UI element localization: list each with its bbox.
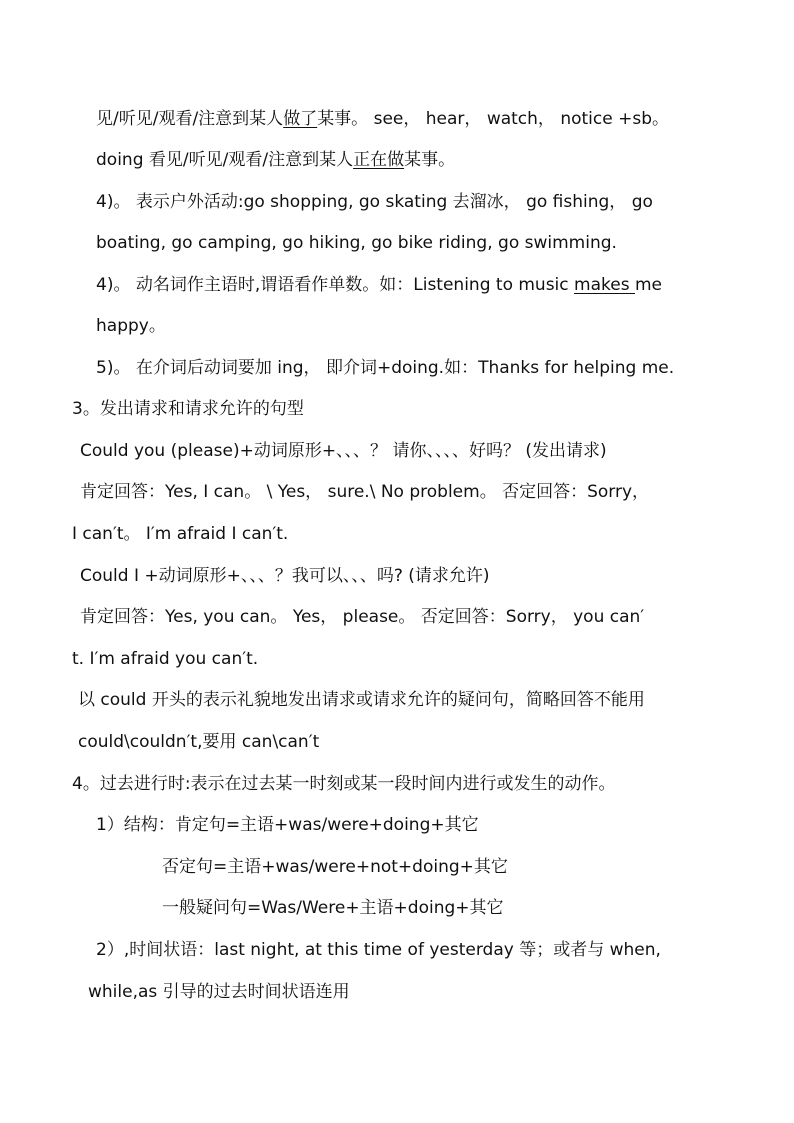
text-line-3: 4)。 表示户外活动:go shopping, go skating 去溜冰， go fishing， go bbox=[96, 192, 653, 212]
text-line-7: 5)。 在介词后动词要加 ing， 即介词+doing.如：Thanks for helping me. bbox=[96, 358, 675, 378]
underlined-text: 做了 bbox=[283, 109, 318, 129]
text-line-11: I can′t。 I′m afraid I can′t. bbox=[72, 524, 289, 544]
text-segment: doing 看见/听见/观看/注意到某人 bbox=[96, 150, 354, 170]
text-line-18: 1）结构：肯定句=主语+was/were+doing+其它 bbox=[96, 815, 479, 835]
text-segment: 某事。 see， hear， watch， notice +sb。 bbox=[317, 109, 669, 129]
section-heading-4: 4。过去进行时:表示在过去某一时刻或某一段时间内进行或发生的动作。 bbox=[72, 774, 616, 794]
text-line-6: happy。 bbox=[96, 316, 166, 336]
text-line-22: while,as 引导的过去时间状语连用 bbox=[88, 982, 350, 1002]
text-line-21: 2）,时间状语：last night, at this time of yesterday 等；或者与 when, bbox=[96, 940, 661, 960]
underlined-text: makes bbox=[574, 275, 635, 295]
text-line-16: could\couldn′t,要用 can\can′t bbox=[78, 732, 320, 752]
text-line-4: boating, go camping, go hiking, go bike riding, go swimming. bbox=[96, 233, 617, 253]
text-segment: 见/听见/观看/注意到某人 bbox=[96, 109, 284, 129]
text-line-5 bbox=[96, 273, 662, 297]
text-line-1 bbox=[96, 107, 669, 131]
text-line-9: Could you (please)+动词原形+、、、？ 请你、、、、好吗？ (发出请求) bbox=[80, 441, 607, 461]
text-line-15: 以 could 开头的表示礼貌地发出请求或请求允许的疑问句，简略回答不能用 bbox=[78, 690, 645, 710]
text-segment: 4)。 动名词作主语时,谓语看作单数。如：Listening to music bbox=[96, 275, 575, 295]
text-line-12: Could I +动词原形+、、、？我可以、、、吗? (请求允许) bbox=[80, 566, 490, 586]
text-line-13: 肯定回答：Yes, you can。 Yes， please。 否定回答：Sorry， you can′ bbox=[80, 607, 645, 627]
text-segment: me bbox=[634, 275, 663, 295]
underlined-text: 正在做 bbox=[353, 150, 405, 170]
text-line-14: t. I′m afraid you can′t. bbox=[72, 649, 259, 669]
text-line-19: 否定句=主语+was/were+not+doing+其它 bbox=[162, 857, 508, 877]
text-line-10: 肯定回答：Yes, I can。 \ Yes， sure.\ No problem。 否定回答：Sorry， bbox=[80, 482, 650, 502]
text-segment: 某事。 bbox=[404, 150, 456, 170]
text-line-2 bbox=[96, 148, 455, 172]
text-line-20: 一般疑问句=Was/Were+主语+doing+其它 bbox=[162, 898, 504, 918]
section-heading-3: 3。发出请求和请求允许的句型 bbox=[72, 399, 304, 419]
